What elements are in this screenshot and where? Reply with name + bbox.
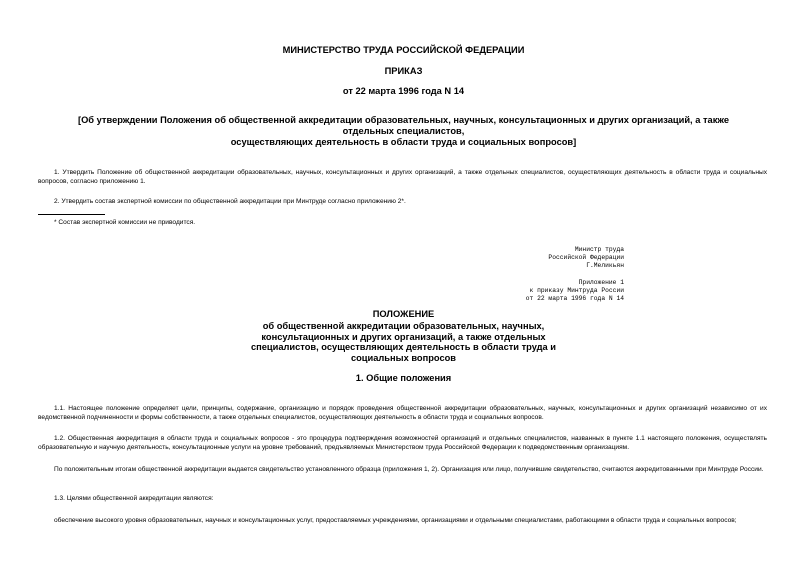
order-item-2: 2. Утвердить состав экспертной комиссии по общественной аккредитации при Минтруде согласно приложению 2*. bbox=[54, 198, 406, 205]
paragraph-1-2: 1.2. Общественная аккредитация в области труда и социальных вопросов - это процедура подтверждения возможностей организаций и отдельных специалистов, названных в пункте 1.1 настоящего положения, осуществлять образовательную и научную деятельность, консультационные услуги на уровне требований, предъявляемых Министерством труда Российской Федерации к подведомственным организациям. bbox=[38, 435, 767, 452]
order-title-line1: [Об утверждении Положения об общественной аккредитации образовательных, научных, консультационных и других организаций, а также отдельных специалистов, bbox=[77, 115, 729, 136]
appendix-date: от 22 марта 1996 года N 14 bbox=[525, 295, 624, 303]
paragraph-1-1: 1.1. Настоящее положение определяет цели, принципы, содержание, организацию и порядок проведения общественной аккредитации образовательных, научных, консультационных и других организаций независимо от их ведомственной подчиненности и формы собственности, а также отдельных специалистов, осуществляющих деятельность в области труда и социальных вопросов. bbox=[38, 405, 767, 422]
signature-position: Министр труда bbox=[574, 246, 624, 253]
signature-block bbox=[440, 246, 624, 271]
order-title-line2: осуществляющих деятельность в области труда и социальных вопросов] bbox=[230, 137, 577, 147]
order-item-1: 1. Утвердить Положение об общественной аккредитации образовательных, научных, консультационных и других организаций, а также отдельных специалистов, осуществляющих деятельность в области труда и социальных вопросов, согласно приложению 1. bbox=[38, 169, 767, 186]
signature-org: Российской Федерации bbox=[548, 254, 624, 262]
paragraph-1-3: 1.3. Целями общественной аккредитации являются: bbox=[54, 495, 214, 502]
ministry-heading: МИНИСТЕРСТВО ТРУДА РОССИЙСКОЙ ФЕДЕРАЦИИ bbox=[282, 45, 525, 55]
appendix-block bbox=[440, 279, 624, 304]
date-number: от 22 марта 1996 года N 14 bbox=[342, 86, 465, 96]
footnote-divider bbox=[38, 214, 105, 215]
footnote: * Состав экспертной комиссии не приводится. bbox=[54, 219, 196, 226]
paragraph-results: По положительным итогам общественной аккредитации выдается свидетельство установленного образца (приложения 1, 2). Организация или лицо, получившие свидетельство, считаются аккредитованными при Минтруде России. bbox=[54, 466, 764, 473]
appendix-label: Приложение 1 bbox=[578, 279, 624, 286]
regulation-subtitle: об общественной аккредитации образовательных, научных, консультационных и других организаций, а также отдельных специалистов, осуществляющих деятельность в области труда и социальных вопросов bbox=[250, 321, 557, 363]
section-1-heading: 1. Общие положения bbox=[355, 373, 452, 383]
paragraph-goal-1: обеспечение высокого уровня образовательных, научных и консультационных услуг, предоставляемых учреждениями, организациями и отдельными специалистами, работающими в области труда и социальных вопросов; bbox=[54, 517, 737, 524]
signature-name: Г.Меликьян bbox=[586, 262, 624, 270]
doc-type-heading: ПРИКАЗ bbox=[384, 66, 423, 76]
appendix-ref: к приказу Минтруда России bbox=[529, 287, 624, 295]
regulation-title: ПОЛОЖЕНИЕ bbox=[372, 309, 435, 319]
